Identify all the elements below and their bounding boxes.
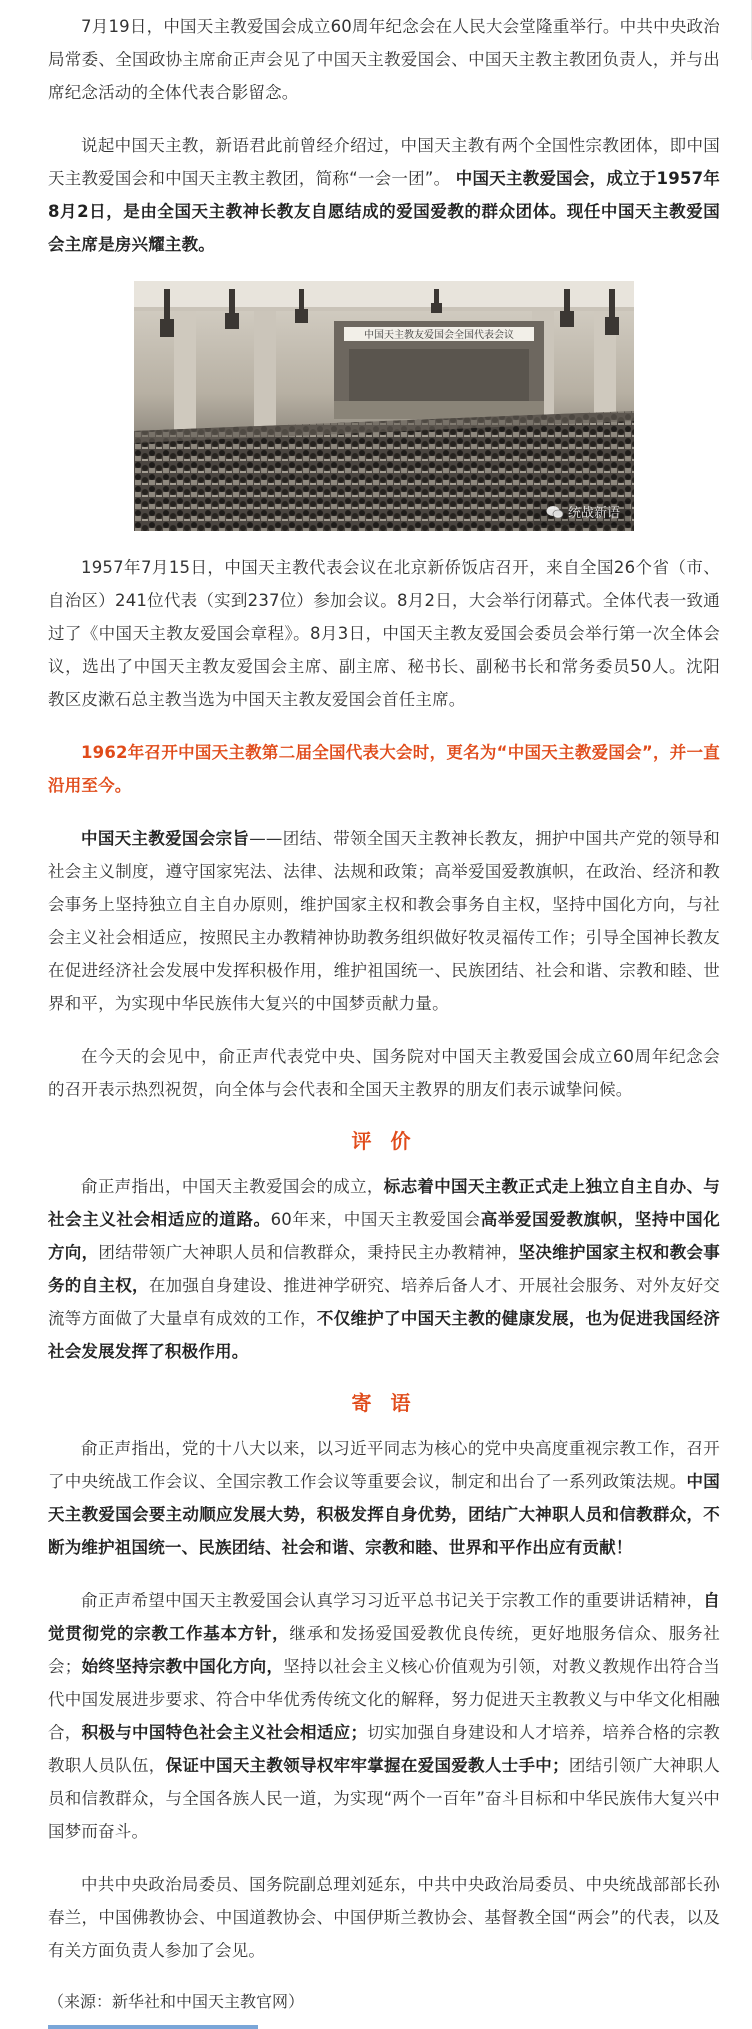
eval-bold-1: 标志着中国天主教正式走上独立自主自办、与社会主义社会相适应的道路。: [48, 1177, 721, 1229]
paragraph-history: 1957年7月15日，中国天主教代表会议在北京新侨饭店召开，来自全国26个省（市、自治区）241位代表（实到237位）参加会议。8月2日，大会举行闭幕式。全体代表一致通过了《中国天主教友爱国会章程》。8月3日，中国天主教友爱国会委员会举行第一次全体会议，选出了中国天主教友爱国会主席、副主席、秘书长、副秘书长和常务委员50人。沈阳教区皮漱石总主教当选为中国天主教友爱国会首任主席。: [48, 558, 720, 709]
photo-banner-text: 中国天主教友爱国会全国代表会议: [364, 330, 514, 341]
paragraph-rename: 1962年召开中国天主教第二届全国代表大会时，更名为“中国天主教爱国会”，并一直沿用至今。: [48, 743, 720, 795]
hope-text-3: 坚持以社会主义核心价值观为引领，对教义教规作出符合当代中国发展进步要求、符合中华优秀传统文化的解释，努力促进天主教教义与中华文化相融合，: [48, 1657, 721, 1742]
eval-bold-4: 不仅维护了中国天主教的健康发展，也为促进我国经济社会发展发挥了积极作用。: [48, 1309, 720, 1361]
hope-bold-3: 积极与中国特色社会主义社会相适应；: [81, 1723, 368, 1742]
message-bold-1: 中国天主教爱国会要主动顺应发展大势，积极发挥自身优势，团结广大神职人员和信教群众，不断为维护祖国统一、民族团结、社会和谐、宗教和睦、世界和平作出应有贡献！: [48, 1472, 720, 1557]
hope-bold-1: 自觉贯彻党的宗教工作基本方针，: [48, 1591, 720, 1643]
watermark-label: [546, 502, 620, 521]
eval-text-1: 俞正声指出，中国天主教爱国会的成立，: [81, 1177, 384, 1196]
wechat-icon: [546, 505, 564, 519]
hope-bold-4: 保证中国天主教领导权牢牢掌握在爱国爱教人士手中；: [165, 1756, 569, 1775]
paragraph-meeting: 在今天的会见中，俞正声代表党中央、国务院对中国天主教爱国会成立60周年纪念会的召开表示热烈祝贺，向全体与会代表和全国天主教界的朋友们表示诚挚问候。: [48, 1047, 720, 1099]
eval-text-3: 团结带领广大神职人员和信教群众，秉持民主办教精神，: [98, 1243, 519, 1262]
paragraph-attendees: 中共中央政治局委员、国务院副总理刘延东，中共中央政治局委员、中央统战部部长孙春兰，中国佛教协会、中国道教协会、中国伊斯兰教协会、基督教全国“两会”的代表，以及有关方面负责人参加了会见。: [48, 1875, 720, 1960]
historical-photo: [134, 281, 634, 531]
hope-text-1: 俞正声希望中国天主教爱国会认真学习习近平总书记关于宗教工作的重要讲话精神，: [81, 1591, 704, 1610]
eval-bold-2: 高举爱国爱教旗帜，坚持中国化方向，: [48, 1210, 720, 1262]
source-note: （来源：新华社和中国天主教官网）: [48, 1992, 305, 2011]
eval-text-2: 60年来，中国天主教爱国会: [270, 1210, 481, 1229]
paragraph-purpose: [48, 822, 720, 1020]
paragraph-text: 说起中国天主教，新语君此前曾经介绍过，中国天主教有两个全国性宗教团体，即中国天主教爱国会和中国天主教主教团，简称“一会一团”。: [48, 136, 720, 188]
paragraph-intro: 7月19日，中国天主教爱国会成立60周年纪念会在人民大会堂隆重举行。中共中央政治局常委、全国政协主席俞正声会见了中国天主教爱国会、中国天主教主教团负责人，并与出席纪念活动的全体代表合影留念。: [48, 17, 720, 102]
bottom-divider-bar: [48, 2025, 258, 2029]
paragraph-one-association: [48, 129, 720, 261]
purpose-text: ——团结、带领全国天主教神长教友，拥护中国共产党的领导和社会主义制度，遵守国家宪法、法律、法规和政策；高举爱国爱教旗帜，在政治、经济和教会事务上坚持独立自主自办原则，维护国家主权和教会事务自主权，坚持中国化方向，与社会主义社会相适应，按照民主办教精神协助教务组织做好牧灵福传工作；引导全国神长教友在促进经济社会发展中发挥积极作用，维护祖国统一、民族团结、社会和谐、宗教和睦、世界和平，为实现中华民族伟大复兴的中国梦贡献力量。: [48, 829, 721, 1013]
purpose-heading: 中国天主教爱国会宗旨: [81, 829, 250, 848]
paragraph-message-2: [48, 1584, 720, 1848]
hope-text-2: 继承和发扬爱国爱教优良传统，更好地服务信众、服务社会；: [48, 1624, 720, 1676]
message-text-1: 俞正声指出，党的十八大以来，以习近平同志为核心的党中央高度重视宗教工作，召开了中央统战工作会议、全国宗教工作会议等重要会议，制定和出台了一系列政策法规。: [48, 1439, 720, 1491]
hope-text-4: 切实加强自身建设和人才培养，培养合格的宗教教职人员队伍，: [48, 1723, 721, 1775]
eval-bold-3: 坚决维护国家主权和教会事务的自主权，: [48, 1243, 721, 1295]
hope-text-5: 团结引领广大神职人员和信教群众，与全国各族人民一道，为实现“两个一百年”奋斗目标和中华民族伟大复兴中国梦而奋斗。: [48, 1756, 720, 1841]
hope-bold-2: 始终坚持宗教中国化方向，: [81, 1657, 284, 1676]
watermark-text: 统战新语: [567, 506, 620, 521]
section-title-message: 寄 语: [351, 1391, 417, 1415]
paragraph-evaluation: [48, 1170, 720, 1368]
paragraph-message-1: [48, 1432, 720, 1564]
eval-text-4: 在加强自身建设、推进神学研究、培养后备人才、开展社会服务、对外友好交流等方面做了大量卓有成效的工作，: [48, 1276, 720, 1328]
section-title-evaluation: 评 价: [351, 1129, 417, 1153]
article-body: [48, 10, 720, 2029]
paragraph-emphasis: 中国天主教爱国会，成立于1957年8月2日，是由全国天主教神长教友自愿结成的爱国爱教的群众团体。现任中国天主教爱国会主席是房兴耀主教。: [48, 169, 720, 254]
meeting-hall-photo: [134, 281, 634, 531]
